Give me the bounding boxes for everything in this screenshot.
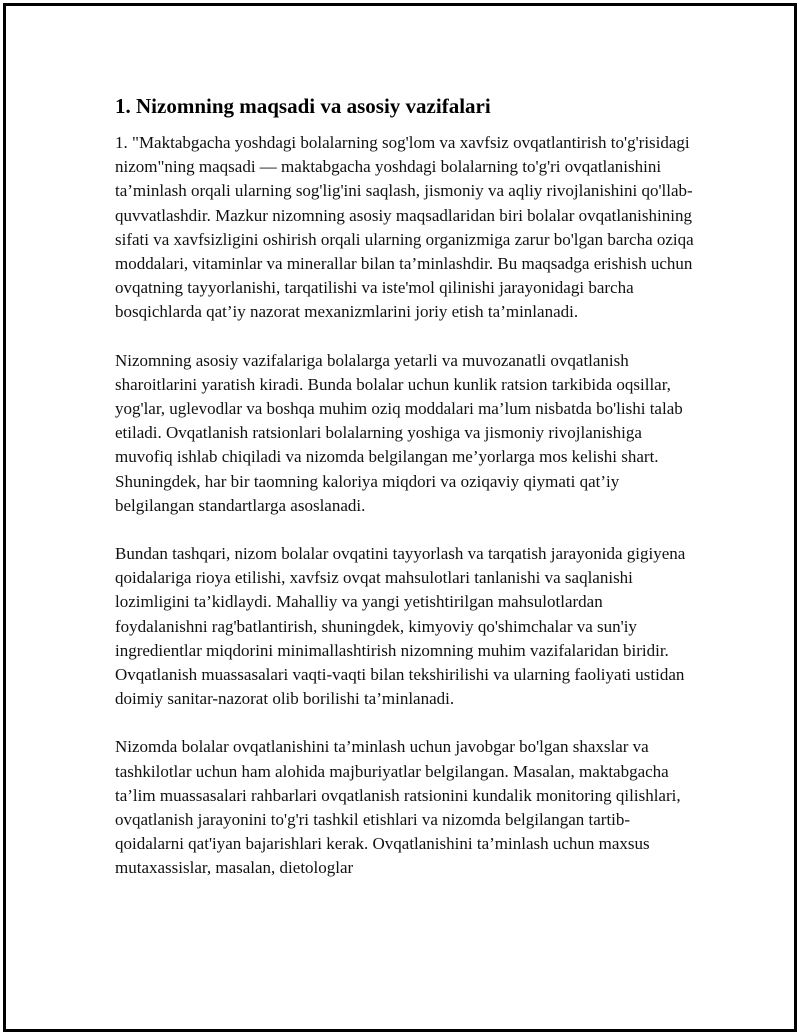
document-body (115, 92, 695, 905)
paragraph-hygiene: Bundan tashqari, nizom bolalar ovqatini tayyorlash va tarqatish jarayonida gigiyena qoidalariga rioya etilishi, xavfsiz ovqat mahsulotlari tanlanishi va saqlanishi lozimligini ta’kidlaydi. Mahalliy va yangi yetishtirilgan mahsulotlardan foydalanishni rag'batlantirish, shuningdek, kimyoviy qo'shimchalar va sun'iy ingredientlar miqdorini minimallashtirish nizomning muhim vazifalaridan biridir. Ovqatlanish muassasalari vaqti-vaqti bilan tekshirilishi va ularning faoliyati ustidan doimiy sanitar-nazorat olib borilishi ta’minlanadi. (115, 544, 686, 709)
paragraph-responsibilities: Nizomda bolalar ovqatlanishini ta’minlash uchun javobgar bo'lgan shaxslar va tashkilotlar uchun ham alohida majburiyatlar belgilangan. Masalan, maktabgacha ta’lim muassasalari rahbarlari ovqatlanish ratsionini kundalik monitoring qilishlari, ovqatlanish jarayonini to'g'ri tashkil etishlari va nizomda belgilangan tartib-qoidalarni qat'iyan bajarishlari kerak. Ovqatlanishini ta’minlash uchun maxsus mutaxassislar, masalan, dietologlar (115, 737, 681, 878)
paragraph-purpose: 1. "Maktabgacha yoshdagi bolalarning sog'lom va xavfsiz ovqatlantirish to'g'risidagi nizom"ning maqsadi — maktabgacha yoshdagi bolalarning to'g'ri ovqatlanishini ta’minlash orqali ularning sog'lig'ini saqlash, jismoniy va aqliy rivojlanishini qo'llab-quvvatlashdir. Mazkur nizomning asosiy maqsadlaridan biri bolalar ovqatlanishining sifati va xavfsizligini oshirish orqali ularning organizmiga zarur bo'lgan barcha oziqa moddalari, vitaminlar va minerallar bilan ta’minlashdir. Bu maqsadga erishish uchun ovqatning tayyorlanishi, tarqatilishi va iste'mol qilinishi jarayonidagi barcha bosqichlarda qat’iy nazorat mexanizmlarini joriy etish ta’minlanadi. (115, 133, 694, 322)
section-heading: 1. Nizomning maqsadi va asosiy vazifalari (115, 94, 491, 118)
paragraph-main-tasks: Nizomning asosiy vazifalariga bolalarga yetarli va muvozanatli ovqatlanish sharoitlarini yaratish kiradi. Bunda bolalar uchun kunlik ratsion tarkibida oqsillar, yog'lar, uglevodlar va boshqa muhim oziq moddalari ma’lum nisbatda bo'lishi talab etiladi. Ovqatlanish ratsionlari bolalarning yoshiga va jismoniy rivojlanishiga muvofiq ishlab chiqiladi va nizomda belgilangan me’yorlarga mos kelishi shart. Shuningdek, har bir taomning kaloriya miqdori va oziqaviy qiymati qat’iy belgilangan standartlarga asoslanadi. (115, 350, 683, 515)
